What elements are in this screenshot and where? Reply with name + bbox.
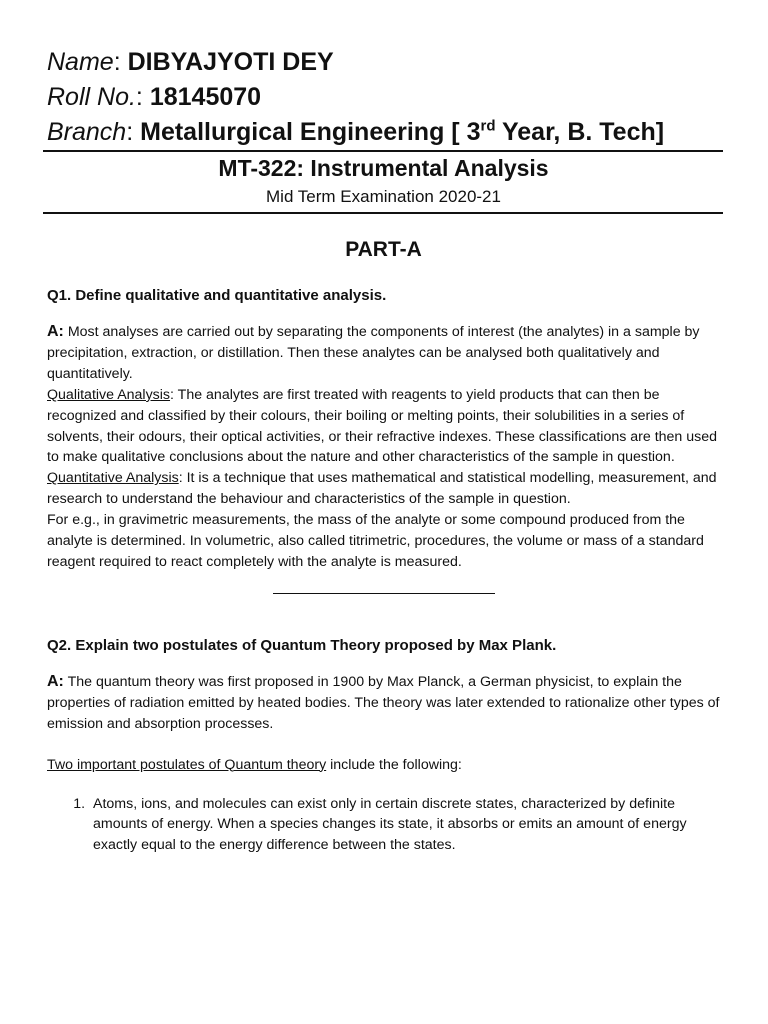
list-item: 1. Atoms, ions, and molecules can exist only in certain discrete states, characterized by definite amounts of energy. When a species changes its state, it absorbs or emits an amount of energy exactly equal to the energy difference between the states.: [89, 794, 720, 857]
branch-value: [140, 118, 664, 146]
roll-label: Roll No.: [47, 83, 136, 111]
postulates-list: [47, 794, 720, 857]
name-value: DIBYAJYOTI DEY: [127, 48, 334, 76]
name-label: Name: [47, 48, 114, 76]
answer-2-intro-text: The quantum theory was first proposed in 1900 by Max Planck, a German physicist, to explain the properties of radiation emitted by heated bodies. The theory was later extended to rationalize other types of emission and absorption processes.: [47, 673, 720, 732]
postulates-text: include the following:: [326, 756, 462, 773]
exam-title: Mid Term Examination 2020-21: [266, 187, 501, 206]
roll-separator: :: [135, 83, 150, 111]
roll-value: 18145070: [149, 83, 262, 111]
answer-1-intro: [47, 322, 720, 385]
section-separator: [273, 593, 495, 594]
part-heading: PART-A: [345, 238, 422, 261]
postulates-paragraph: [47, 755, 720, 776]
quantitative-text: : It is a technique that uses mathematical and statistical modelling, measurement, and research to understand the behaviour and characteristics of the sample in question.: [47, 470, 717, 508]
student-header: [47, 0, 720, 150]
branch-label: Branch: [47, 118, 127, 146]
quantitative-paragraph: [47, 468, 720, 510]
example-paragraph: For e.g., in gravimetric measurements, the mass of the analyte or some compound produced from the analyte is determined. In volumetric, also called titrimetric, procedures, the volume or mass of a standard reagent required to react completely with the analyte is measured.: [47, 512, 704, 570]
quantitative-label: Quantitative Analysis: [47, 470, 179, 487]
branch-value-sup: rd: [480, 117, 496, 135]
answer-1-label: A:: [47, 323, 64, 340]
title-rule: [43, 212, 723, 214]
course-title: MT-322: Instrumental Analysis: [218, 155, 549, 181]
branch-separator: :: [126, 118, 141, 146]
branch-value-pre: Metallurgical Engineering [ 3: [140, 118, 481, 146]
qualitative-paragraph: [47, 385, 720, 469]
qualitative-label: Qualitative Analysis: [47, 386, 171, 403]
answer-2-label: A:: [47, 672, 64, 690]
roll-line: [47, 80, 720, 115]
qualitative-text: : The analytes are first treated with reagents to yield products that can then be recognized and classified by their colours, their boiling or melting points, their solubilities in a series of solvents, their odours, their optical activities, or their refractive indexes. These classifications are then used to make qualitative conclusions about the nature and other characteristics of the sample in question.: [47, 386, 718, 466]
name-separator: :: [113, 48, 128, 76]
answer-1-intro-text: Most analyses are carried out by separating the components of interest (the analytes) in a sample by precipitation, extraction, or distillation. Then these analytes can be analysed both qualitatively and quantitatively.: [47, 324, 700, 382]
name-line: [47, 45, 720, 80]
postulates-label: Two important postulates of Quantum theory: [47, 756, 327, 773]
answer-2-intro: [47, 672, 720, 735]
branch-value-post: Year, B. Tech]: [495, 118, 665, 146]
question-2: Q2. Explain two postulates of Quantum Theory proposed by Max Plank.: [47, 636, 557, 654]
branch-line: [47, 115, 720, 150]
question-1: Q1. Define qualitative and quantitative analysis.: [47, 287, 387, 304]
